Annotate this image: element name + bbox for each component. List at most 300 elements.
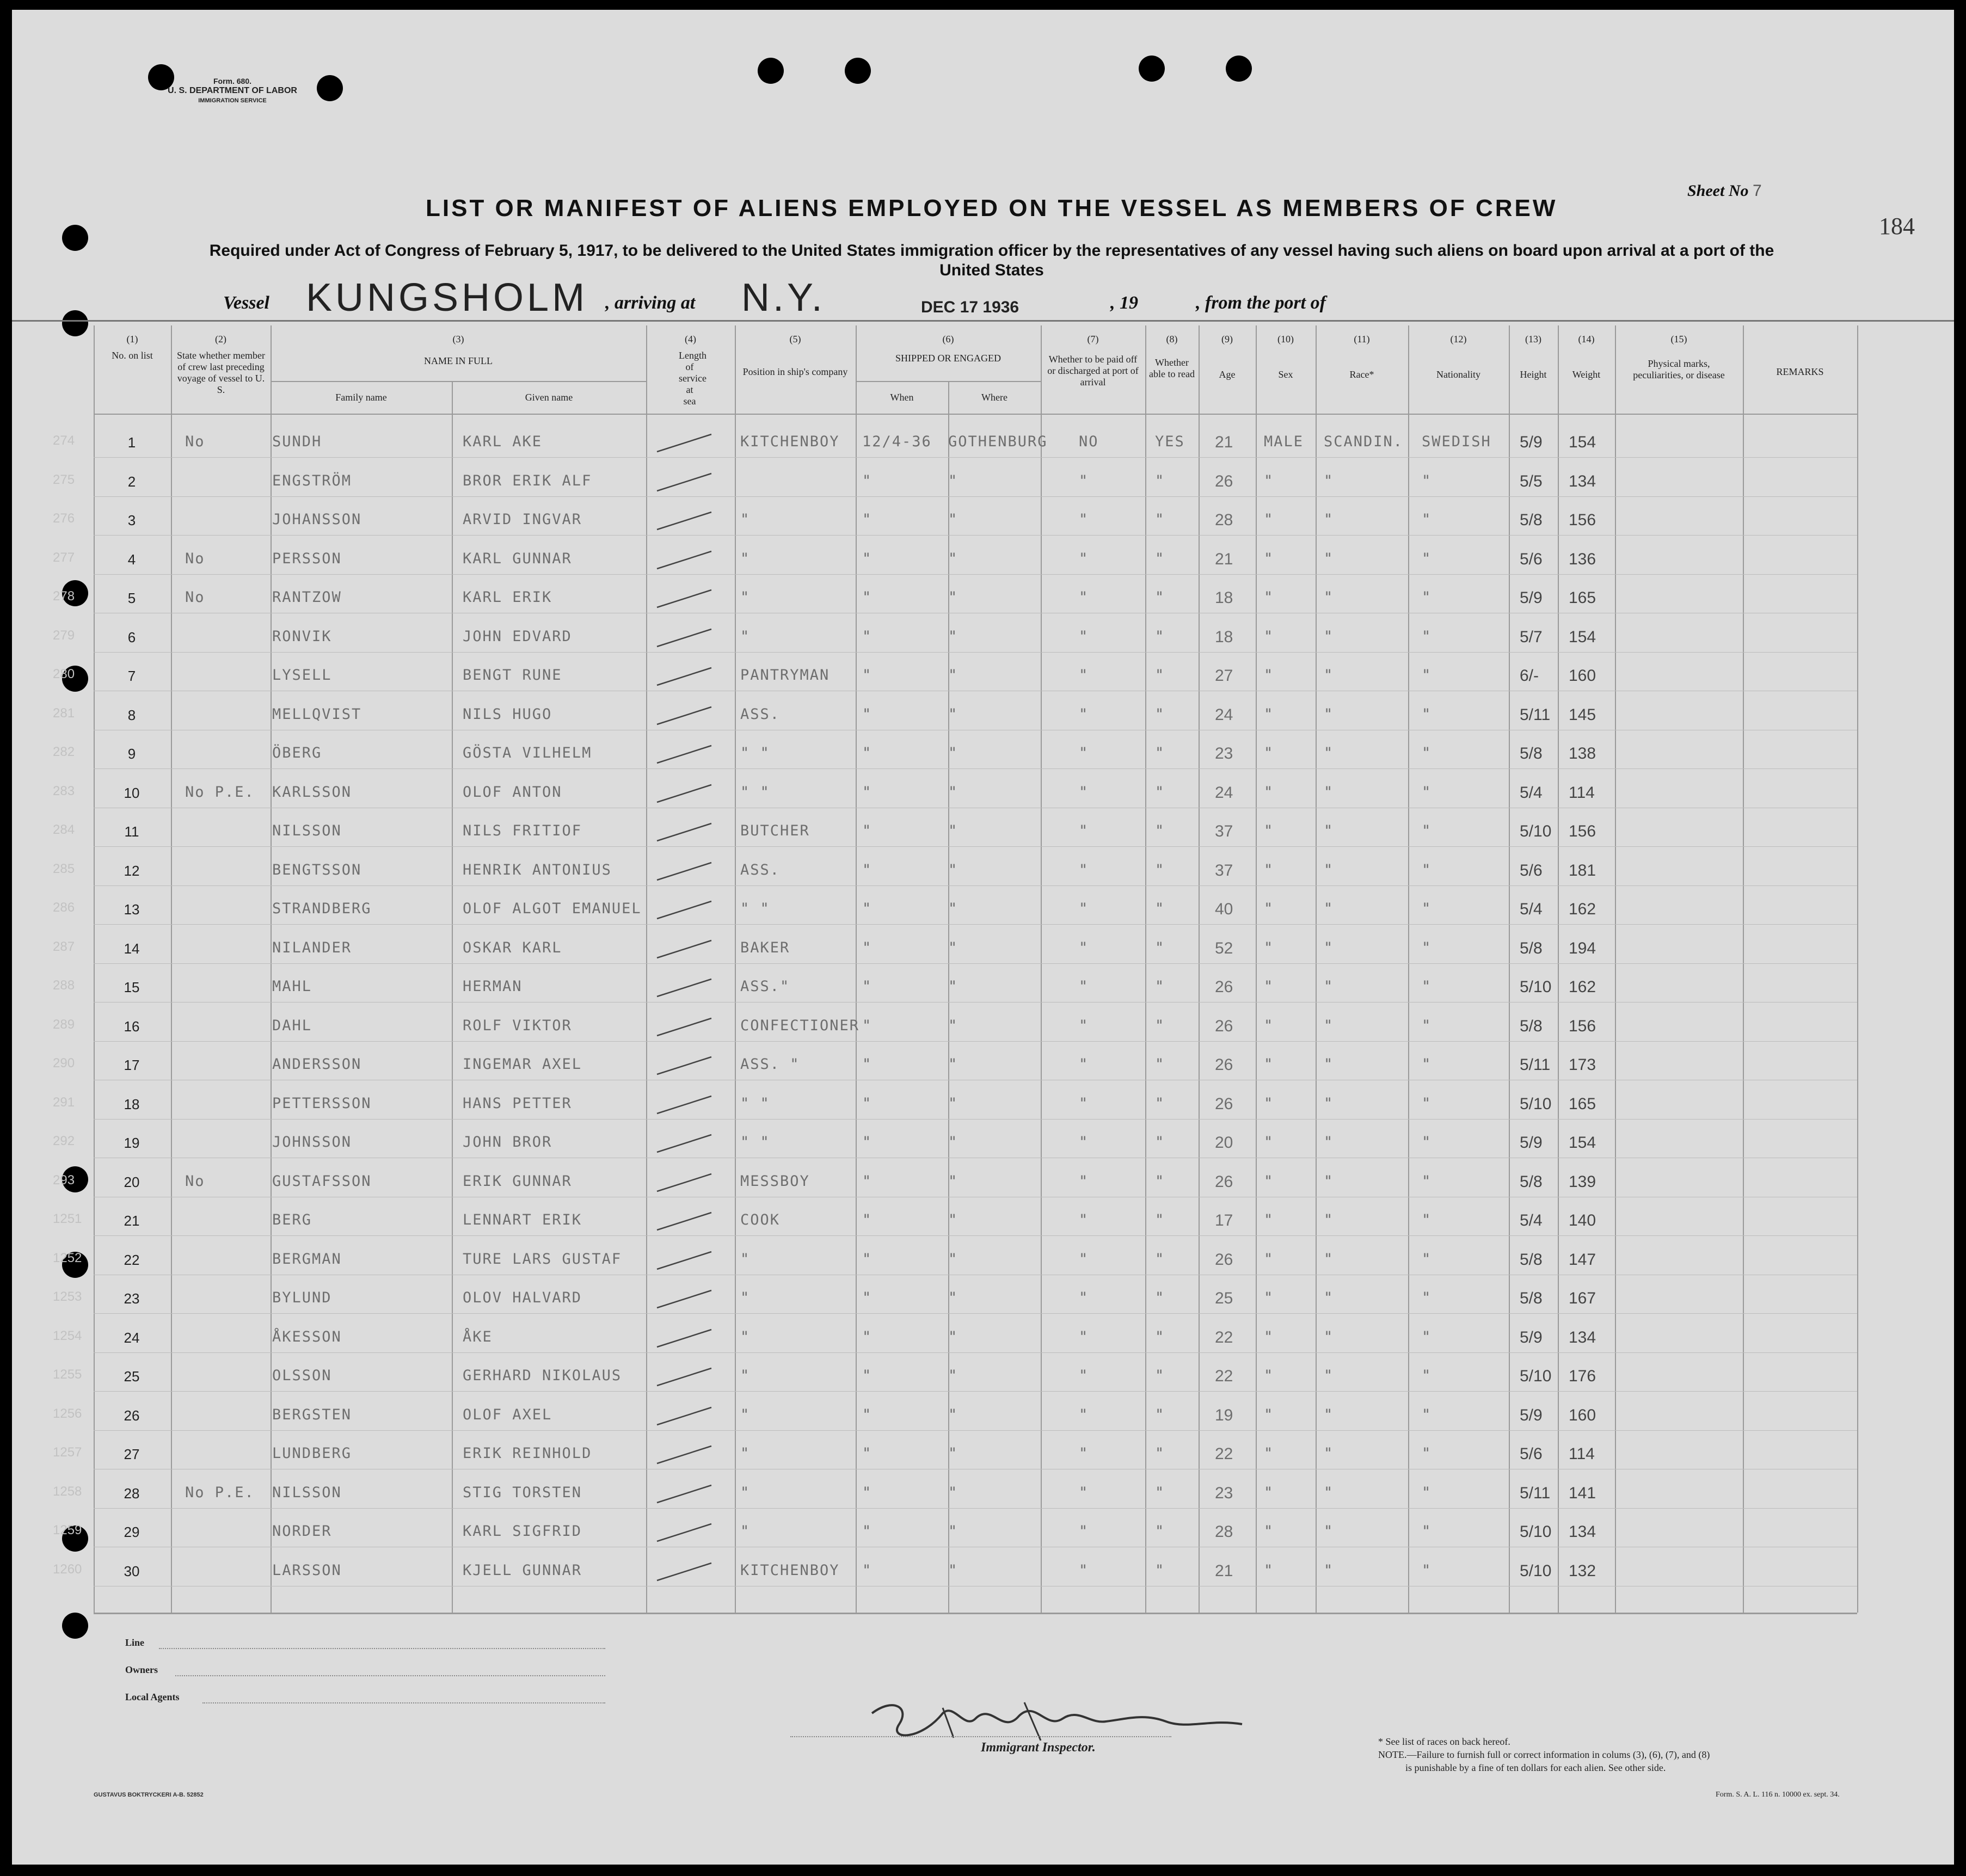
col-number: (9): [1221, 334, 1233, 345]
age-cell: 21: [1215, 433, 1233, 451]
shipped-when-cell: ": [862, 1484, 873, 1501]
sex-cell: ": [1264, 1523, 1274, 1540]
paid-off-cell: ": [1079, 1017, 1089, 1034]
given-name-cell: NILS FRITIOF: [463, 822, 582, 839]
shipped-where-cell: ": [948, 1523, 959, 1540]
race-cell: ": [1324, 745, 1334, 761]
age-cell: 37: [1215, 861, 1233, 879]
row-number: 1: [127, 434, 136, 451]
age-cell: 26: [1215, 1250, 1233, 1269]
position-cell: BAKER: [740, 939, 790, 956]
shipped-when-cell: ": [862, 1211, 873, 1228]
given-name-cell: OLOF ANTON: [463, 783, 562, 801]
col-number: (12): [1450, 334, 1467, 345]
stamped-number: 1259: [53, 1523, 82, 1537]
nationality-cell: ": [1422, 822, 1432, 839]
position-cell: COOK: [740, 1211, 781, 1228]
able-to-read-cell: ": [1155, 1406, 1165, 1423]
position-cell: ": [740, 589, 751, 606]
position-cell: KITCHENBOY: [740, 1561, 840, 1579]
punch-hole: [62, 225, 88, 251]
col-rule: [1199, 325, 1200, 1613]
family-name-cell: MAHL: [272, 978, 312, 995]
height-cell: 5/10: [1520, 978, 1552, 996]
nationality-cell: ": [1422, 1172, 1432, 1190]
weight-cell: 114: [1569, 1445, 1595, 1463]
able-to-read-cell: ": [1155, 900, 1165, 917]
row-number: 18: [124, 1096, 140, 1112]
height-cell: 5/10: [1520, 1523, 1552, 1541]
stamped-number: 283: [53, 783, 75, 798]
family-name-cell: JOHNSSON: [272, 1134, 352, 1151]
sheet-label: Sheet No: [1687, 182, 1749, 200]
paid-off-cell: ": [1079, 1328, 1089, 1345]
given-name-cell: GERHARD NIKOLAUS: [463, 1367, 622, 1384]
race-cell: ": [1324, 511, 1334, 528]
col-number: (6): [942, 334, 954, 345]
given-name-cell: GÖSTA VILHELM: [463, 745, 592, 761]
shipped-where-cell: ": [948, 1211, 959, 1228]
sex-cell: ": [1264, 1172, 1274, 1190]
position-cell: ": [740, 1367, 751, 1384]
paid-off-cell: ": [1079, 978, 1089, 995]
position-cell: MESSBOY: [740, 1172, 810, 1190]
weight-cell: 176: [1569, 1367, 1596, 1385]
nationality-cell: ": [1422, 589, 1432, 606]
row-rule: [94, 1119, 1857, 1120]
family-name-cell: LYSELL: [272, 667, 332, 684]
able-to-read-cell: ": [1155, 472, 1165, 489]
weight-cell: 165: [1569, 1094, 1596, 1113]
shipped-where-cell: ": [948, 939, 959, 956]
row-number: 19: [124, 1135, 140, 1151]
age-cell: 21: [1215, 550, 1233, 568]
row-rule: [94, 1508, 1857, 1509]
age-cell: 23: [1215, 1484, 1233, 1502]
shipped-where-cell: ": [948, 1094, 959, 1112]
col-header-physical-marks: Physical marks, peculiarities, or disease: [1633, 358, 1725, 380]
row-rule: [94, 1391, 1857, 1392]
height-cell: 5/5: [1520, 472, 1543, 490]
nationality-cell: ": [1422, 705, 1432, 723]
paid-off-cell: NO: [1079, 433, 1099, 450]
nationality-cell: ": [1422, 1056, 1432, 1073]
row-number: 5: [127, 590, 136, 606]
height-cell: 5/6: [1520, 1445, 1543, 1463]
line-field: [159, 1648, 605, 1649]
able-to-read-cell: ": [1155, 1172, 1165, 1190]
race-cell: ": [1324, 861, 1334, 878]
race-cell: ": [1324, 1523, 1334, 1540]
able-to-read-cell: ": [1155, 1484, 1165, 1501]
position-cell: CONFECTIONER: [740, 1017, 860, 1034]
col-number: (7): [1087, 334, 1099, 345]
sex-cell: ": [1264, 1094, 1274, 1112]
height-cell: 5/11: [1520, 705, 1551, 724]
service-tick-mark: [654, 469, 714, 496]
weight-cell: 139: [1569, 1172, 1596, 1191]
family-name-cell: BYLUND: [272, 1289, 332, 1306]
service-tick-mark: [654, 1325, 714, 1352]
able-to-read-cell: YES: [1155, 433, 1185, 450]
weight-cell: 194: [1569, 939, 1596, 957]
col-rule: [856, 325, 857, 1613]
nationality-cell: SWEDISH: [1422, 433, 1491, 450]
family-name-cell: JOHANSSON: [272, 511, 362, 528]
shipped-when-cell: ": [862, 1017, 873, 1034]
col-header-name: NAME IN FULL: [424, 355, 493, 366]
race-cell: ": [1324, 939, 1334, 956]
row-number: 21: [124, 1213, 140, 1229]
age-cell: 22: [1215, 1328, 1233, 1346]
race-cell: ": [1324, 1406, 1334, 1423]
sex-cell: ": [1264, 978, 1274, 995]
service-tick-mark: [654, 1481, 714, 1508]
age-cell: 24: [1215, 783, 1233, 802]
given-name-cell: HENRIK ANTONIUS: [463, 861, 612, 878]
row-number: 15: [124, 979, 140, 995]
vessel-name: KUNGSHOLM: [306, 276, 588, 319]
stamped-number: 289: [53, 1017, 75, 1032]
given-name-cell: OLOF ALGOT EMANUEL: [463, 900, 642, 917]
able-to-read-cell: ": [1155, 589, 1165, 606]
row-rule: [94, 457, 1857, 458]
given-name-cell: BENGT RUNE: [463, 667, 562, 684]
race-cell: ": [1324, 628, 1334, 645]
sex-cell: ": [1264, 511, 1274, 528]
given-name-cell: OSKAR KARL: [463, 939, 562, 956]
service-tick-mark: [654, 663, 714, 691]
paid-off-cell: ": [1079, 1056, 1089, 1073]
stamped-number: 276: [53, 511, 75, 526]
paid-off-cell: ": [1079, 1250, 1089, 1268]
sex-cell: ": [1264, 550, 1274, 567]
col-rule: [1857, 325, 1858, 1613]
weight-cell: 134: [1569, 472, 1596, 490]
position-cell: " ": [740, 1094, 770, 1112]
paid-off-cell: ": [1079, 1523, 1089, 1540]
able-to-read-cell: ": [1155, 1134, 1165, 1151]
service-tick-mark: [654, 586, 714, 613]
shipped-where-cell: ": [948, 1445, 959, 1462]
paid-off-cell: ": [1079, 628, 1089, 645]
service-tick-mark: [654, 625, 714, 652]
service-tick-mark: [654, 1442, 714, 1469]
nationality-cell: ": [1422, 1211, 1432, 1228]
height-cell: 5/11: [1520, 1484, 1551, 1502]
height-cell: 5/9: [1520, 589, 1543, 607]
sex-cell: ": [1264, 1017, 1274, 1034]
port-label: , from the port of: [1196, 293, 1326, 313]
prev-voyage-cell: No P.E.: [185, 1484, 255, 1501]
shipped-when-cell: ": [862, 822, 873, 839]
stamped-number: 288: [53, 978, 75, 993]
shipped-where-cell: ": [948, 667, 959, 684]
shipped-where-cell: ": [948, 589, 959, 606]
nationality-cell: ": [1422, 1561, 1432, 1579]
given-name-cell: ROLF VIKTOR: [463, 1017, 572, 1034]
row-number: 17: [124, 1057, 140, 1073]
position-cell: ASS. ": [740, 1056, 800, 1073]
height-cell: 5/8: [1520, 1172, 1543, 1191]
row-number: 30: [124, 1563, 140, 1579]
shipped-where-cell: ": [948, 822, 959, 839]
nationality-cell: ": [1422, 472, 1432, 489]
manifest-sheet: [12, 10, 1954, 1865]
sex-cell: ": [1264, 628, 1274, 645]
given-name-cell: OLOV HALVARD: [463, 1289, 582, 1306]
given-name-cell: HANS PETTER: [463, 1094, 572, 1112]
able-to-read-cell: ": [1155, 1367, 1165, 1384]
sheet-value: 7: [1753, 182, 1762, 200]
given-name-cell: KARL GUNNAR: [463, 550, 572, 567]
sex-cell: ": [1264, 1056, 1274, 1073]
position-cell: ASS.: [740, 861, 781, 878]
able-to-read-cell: ": [1155, 1094, 1165, 1112]
shipped-where-cell: ": [948, 472, 959, 489]
row-number: 14: [124, 940, 140, 957]
prev-voyage-cell: No: [185, 589, 205, 606]
given-name-cell: JOHN EDVARD: [463, 628, 572, 645]
shipped-where-cell: ": [948, 1367, 959, 1384]
col-rule: [94, 325, 95, 1613]
col-rule: [646, 325, 647, 1613]
family-name-cell: RANTZOW: [272, 589, 342, 606]
row-number: 22: [124, 1251, 140, 1268]
able-to-read-cell: ": [1155, 861, 1165, 878]
col-number: (1): [126, 334, 138, 345]
shipped-where-cell: ": [948, 1250, 959, 1268]
stamped-number: 290: [53, 1056, 75, 1071]
row-number: 8: [127, 706, 136, 723]
prev-voyage-cell: No: [185, 1172, 205, 1190]
position-cell: ": [740, 1484, 751, 1501]
given-name-cell: ÅKE: [463, 1328, 493, 1345]
height-cell: 5/6: [1520, 861, 1543, 879]
sex-cell: ": [1264, 472, 1274, 489]
stamped-number: 1253: [53, 1289, 82, 1304]
punch-hole: [758, 58, 784, 84]
family-name-cell: ENGSTRÖM: [272, 472, 352, 489]
paid-off-cell: ": [1079, 745, 1089, 761]
race-cell: ": [1324, 978, 1334, 995]
shipped-where-cell: ": [948, 1561, 959, 1579]
row-number: 4: [127, 551, 136, 568]
weight-cell: 167: [1569, 1289, 1596, 1307]
shipped-where-cell: ": [948, 1289, 959, 1306]
punch-hole: [1139, 56, 1165, 82]
position-cell: ": [740, 1328, 751, 1345]
paid-off-cell: ": [1079, 550, 1089, 567]
col-number: (11): [1354, 334, 1370, 345]
stamped-number: 1257: [53, 1445, 82, 1460]
stamped-number: 287: [53, 939, 75, 954]
nationality-cell: ": [1422, 1094, 1432, 1112]
agents-field: [202, 1702, 605, 1703]
weight-cell: 181: [1569, 861, 1596, 879]
sex-cell: ": [1264, 1328, 1274, 1345]
nationality-cell: ": [1422, 1134, 1432, 1151]
col-header-prev-voyage: State whether member of crew last preceding voyage of vessel to U. S.: [177, 350, 265, 395]
weight-cell: 145: [1569, 705, 1596, 724]
position-cell: " ": [740, 1134, 770, 1151]
weight-cell: 138: [1569, 745, 1596, 762]
height-cell: 5/9: [1520, 433, 1543, 451]
vessel-line: [223, 293, 269, 313]
sex-cell: ": [1264, 1484, 1274, 1501]
weight-cell: 147: [1569, 1250, 1596, 1269]
age-cell: 26: [1215, 1017, 1233, 1035]
paid-off-cell: ": [1079, 861, 1089, 878]
weight-cell: 173: [1569, 1056, 1596, 1074]
row-number: 16: [124, 1018, 140, 1035]
age-cell: 37: [1215, 822, 1233, 840]
position-cell: ": [740, 628, 751, 645]
family-name-cell: STRANDBERG: [272, 900, 372, 917]
height-cell: 5/11: [1520, 1056, 1551, 1074]
owners-label: Owners: [125, 1664, 158, 1675]
sex-cell: ": [1264, 939, 1274, 956]
nationality-cell: ": [1422, 1484, 1432, 1501]
given-name-cell: JOHN BROR: [463, 1134, 552, 1151]
col-rule: [1558, 325, 1559, 1613]
race-cell: ": [1324, 1289, 1334, 1306]
family-name-cell: OLSSON: [272, 1367, 332, 1384]
service-tick-mark: [654, 897, 714, 924]
stamped-number: 282: [53, 745, 75, 759]
row-number: 3: [127, 512, 136, 528]
age-cell: 22: [1215, 1445, 1233, 1463]
family-name-cell: ÅKESSON: [272, 1328, 342, 1345]
row-number: 9: [127, 746, 136, 762]
age-cell: 18: [1215, 589, 1233, 607]
position-cell: ": [740, 1406, 751, 1423]
shipped-when-cell: ": [862, 1250, 873, 1268]
able-to-read-cell: ": [1155, 550, 1165, 567]
col-rule: [1408, 325, 1409, 1613]
paid-off-cell: ": [1079, 705, 1089, 723]
col-header-nationality: Nationality: [1436, 369, 1480, 380]
vessel-label: Vessel: [223, 293, 269, 313]
sex-cell: ": [1264, 589, 1274, 606]
col-header-height: Height: [1520, 369, 1547, 380]
shipped-when-cell: ": [862, 978, 873, 995]
weight-cell: 156: [1569, 822, 1596, 840]
weight-cell: 134: [1569, 1523, 1596, 1541]
year-label: , 19: [1110, 293, 1138, 313]
punch-hole: [62, 310, 88, 336]
shipped-when-cell: ": [862, 1134, 873, 1151]
col-number: (3): [452, 334, 464, 345]
shipped-when-cell: ": [862, 472, 873, 489]
stamped-number: 1260: [53, 1561, 82, 1577]
able-to-read-cell: ": [1155, 628, 1165, 645]
family-name-cell: BERGSTEN: [272, 1406, 352, 1423]
race-cell: ": [1324, 472, 1334, 489]
form-header: [140, 76, 325, 106]
weight-cell: 140: [1569, 1211, 1596, 1229]
service-tick-mark: [654, 819, 714, 846]
shipped-where-cell: ": [948, 1017, 959, 1034]
row-rule: [94, 846, 1857, 847]
row-number: 20: [124, 1173, 140, 1190]
sex-cell: ": [1264, 705, 1274, 723]
shipped-where-cell: ": [948, 1406, 959, 1423]
race-cell: ": [1324, 550, 1334, 567]
height-cell: 5/9: [1520, 1406, 1543, 1424]
sex-cell: ": [1264, 900, 1274, 917]
shipped-where-cell: ": [948, 511, 959, 528]
stamped-number: 1254: [53, 1328, 82, 1343]
col-rule: [1041, 325, 1042, 1613]
age-cell: 24: [1215, 705, 1233, 724]
prev-voyage-cell: No P.E.: [185, 783, 255, 801]
row-rule: [94, 963, 1857, 964]
row-number: 29: [124, 1524, 140, 1540]
height-cell: 5/10: [1520, 1561, 1552, 1580]
able-to-read-cell: ": [1155, 822, 1165, 839]
age-cell: 52: [1215, 939, 1233, 957]
position-cell: ASS.": [740, 978, 790, 995]
able-to-read-cell: ": [1155, 511, 1165, 528]
service-tick-mark: [654, 1208, 714, 1235]
age-cell: 18: [1215, 628, 1233, 646]
row-number: 23: [124, 1290, 140, 1307]
position-cell: ": [740, 511, 751, 528]
race-cell: SCANDIN.: [1324, 433, 1404, 450]
form-number: Form. 680.: [213, 77, 252, 85]
family-name-cell: MELLQVIST: [272, 705, 362, 723]
age-cell: 26: [1215, 978, 1233, 996]
weight-cell: 162: [1569, 900, 1596, 918]
col-number: (13): [1525, 334, 1541, 345]
service-tick-mark: [654, 975, 714, 1002]
stamped-number: 291: [53, 1094, 75, 1110]
position-cell: ": [740, 1250, 751, 1268]
service-tick-mark: [654, 1364, 714, 1391]
position-cell: " ": [740, 745, 770, 761]
shipped-where-cell: ": [948, 1056, 959, 1073]
sex-cell: MALE: [1264, 433, 1304, 450]
paid-off-cell: ": [1079, 472, 1089, 489]
col-rule: [1509, 325, 1510, 1613]
able-to-read-cell: ": [1155, 939, 1165, 956]
shipped-when-cell: ": [862, 628, 873, 645]
position-cell: ": [740, 1523, 751, 1540]
age-cell: 26: [1215, 472, 1233, 490]
stamped-number: 1255: [53, 1367, 82, 1382]
weight-cell: 141: [1569, 1484, 1596, 1502]
col-header-age: Age: [1219, 369, 1236, 380]
paid-off-cell: ": [1079, 589, 1089, 606]
given-name-cell: OLOF AXEL: [463, 1406, 552, 1423]
shipped-when-cell: ": [862, 1172, 873, 1190]
position-cell: ASS.: [740, 705, 781, 723]
weight-cell: 154: [1569, 1134, 1596, 1152]
row-rule: [94, 924, 1857, 925]
paid-off-cell: ": [1079, 1406, 1089, 1423]
row-number: 11: [124, 823, 139, 840]
shipped-when-cell: ": [862, 1367, 873, 1384]
given-name-cell: HERMAN: [463, 978, 523, 995]
owners-field: [175, 1675, 605, 1676]
position-cell: BUTCHER: [740, 822, 810, 839]
shipped-where-cell: ": [948, 550, 959, 567]
given-name-cell: KARL AKE: [463, 433, 543, 450]
paid-off-cell: ": [1079, 900, 1089, 917]
given-name-cell: NILS HUGO: [463, 705, 552, 723]
arriving-label: , arriving at: [605, 293, 696, 313]
